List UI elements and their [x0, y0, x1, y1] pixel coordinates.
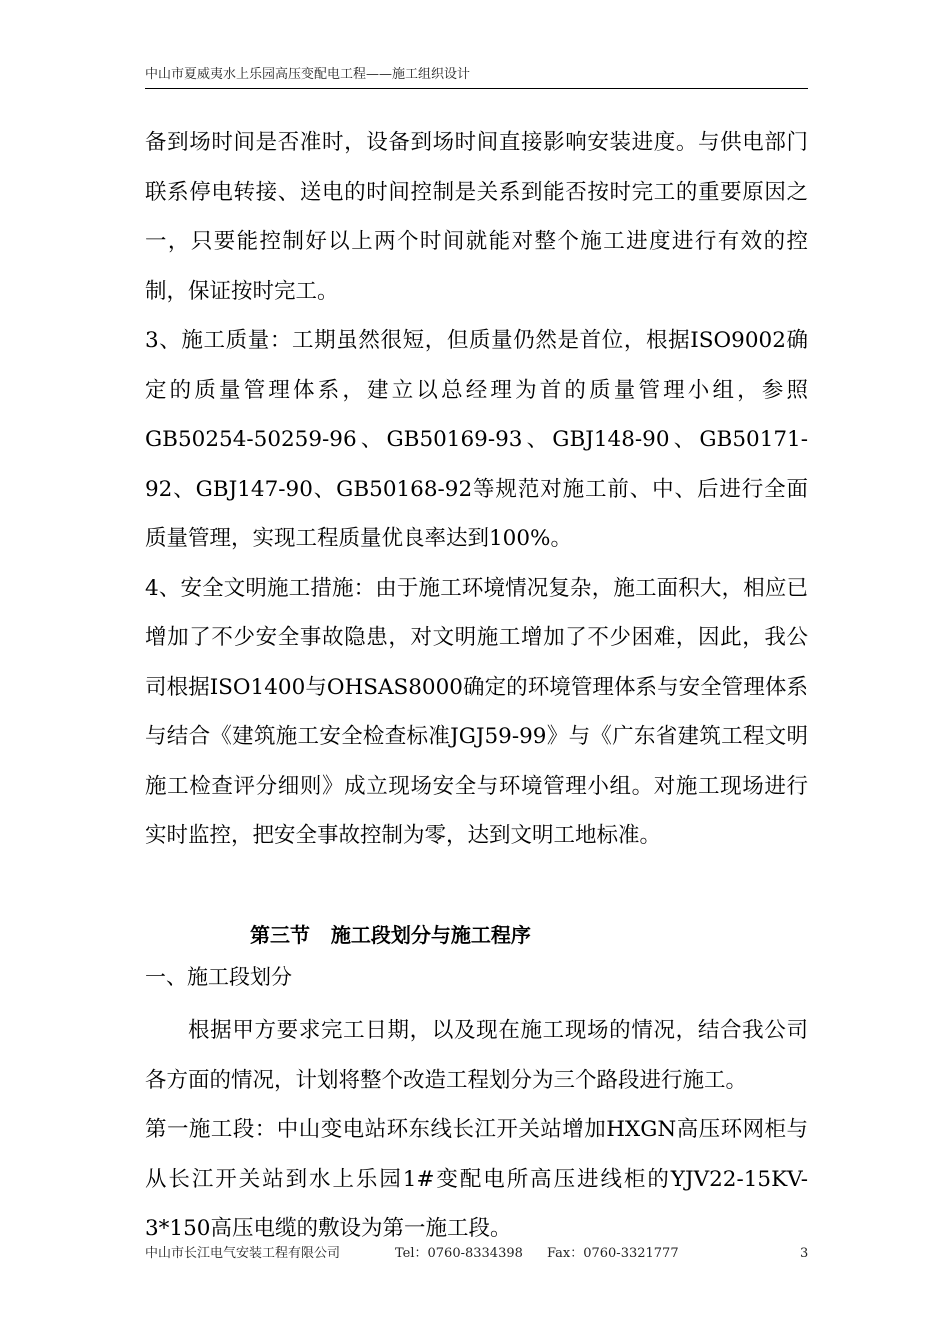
- page-number: 3: [800, 1246, 809, 1261]
- subheading: 一、施工段划分: [145, 965, 292, 989]
- paragraph-schedule: 备到场时间是否准时，设备到场时间直接影响安装进度。与供电部门联系停电转接、送电的时间控制是关系到能否按时完工的重要原因之一，只要能控制好以上两个时间就能对整个施工进度进行有效的控制，保证按时完工。: [145, 130, 808, 304]
- body-text: [145, 118, 808, 861]
- page-header: [145, 66, 808, 89]
- footer-fax: Fax：0760-3321777: [547, 1246, 679, 1261]
- body-text-2: [145, 1006, 808, 1254]
- paragraph-division: 根据甲方要求完工日期，以及现在施工现场的情况，结合我公司各方面的情况，计划将整个改造工程划分为三个路段进行施工。: [145, 1018, 808, 1093]
- footer-company: 中山市长江电气安装工程有限公司: [145, 1246, 341, 1261]
- header-title: 中山市夏威夷水上乐园高压变配电工程——施工组织设计: [145, 67, 471, 82]
- paragraph-safety: 4、安全文明施工措施：由于施工环境情况复杂，施工面积大，相应已增加了不少安全事故隐患，对文明施工增加了不少困难，因此，我公司根据ISO1400与OHSAS8000确定的环境管理体系与安全管理体系与结合《建筑施工安全检查标准JGJ59-99》与《广东省建筑工程文明施工检查评分细则》成立现场安全与环境管理小组。对施工现场进行实时监控，把安全事故控制为零，达到文明工地标准。: [145, 575, 808, 848]
- paragraph-quality: 3、施工质量：工期虽然很短，但质量仍然是首位，根据ISO9002确定的质量管理体系，建立以总经理为首的质量管理小组，参照GB50254-50259-96、GB50169-93、GBJ148-90、GB50171-92、GBJ147-90、GB50168-92等规范对施工前、中、后进行全面质量管理，实现工程质量优良率达到100%。: [145, 328, 808, 551]
- footer-tel: Tel：0760-8334398: [395, 1246, 523, 1261]
- paragraph-first-section: 第一施工段：中山变电站环东线长江开关站增加HXGN高压环网柜与从长江开关站到水上乐园1#变配电所高压进线柜的YJV22-15KV-3*150高压电缆的敷设为第一施工段。: [145, 1117, 808, 1241]
- section-heading: 第三节 施工段划分与施工程序: [250, 923, 531, 947]
